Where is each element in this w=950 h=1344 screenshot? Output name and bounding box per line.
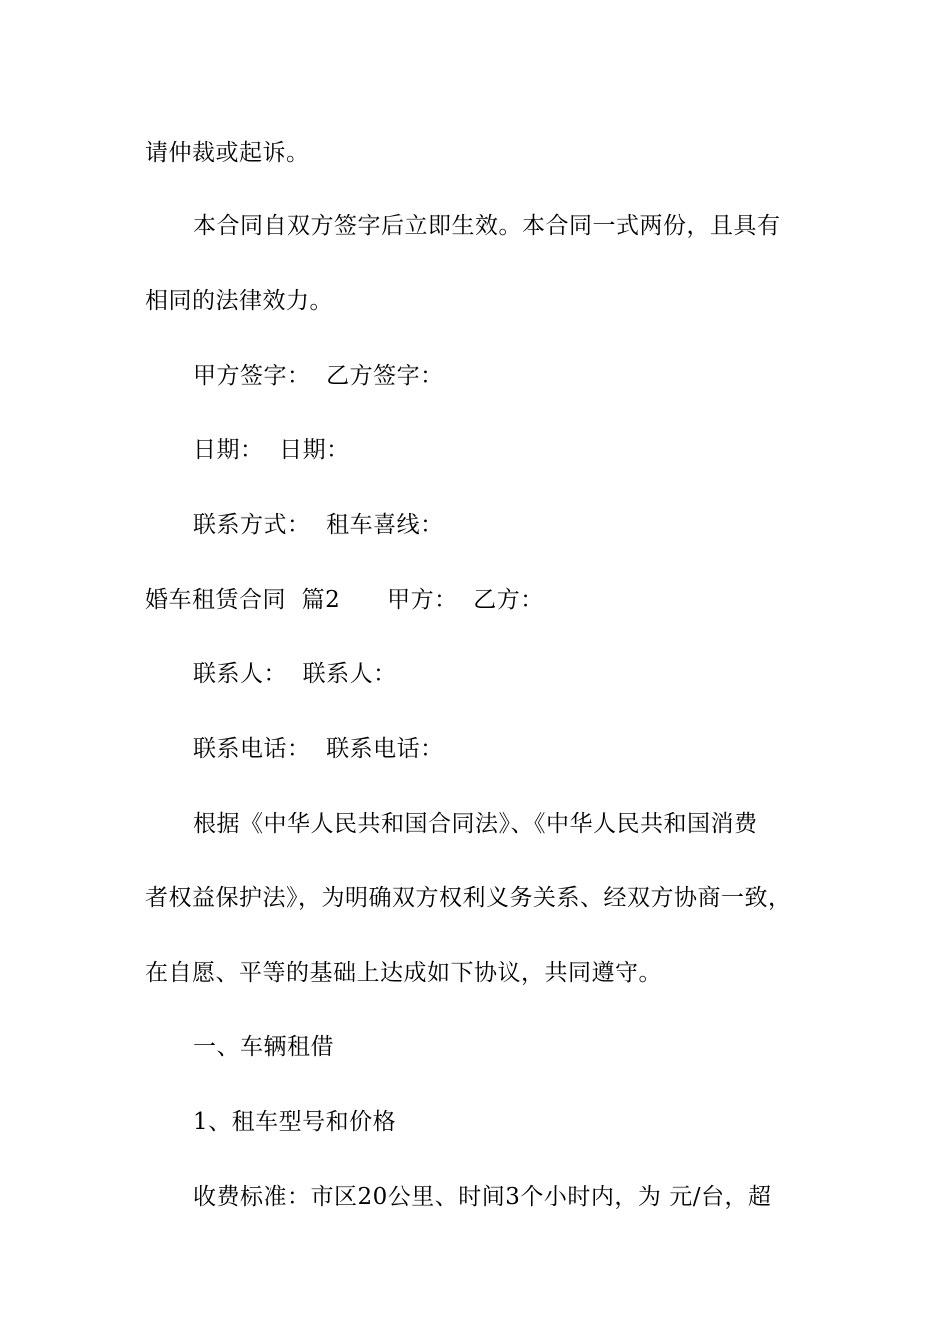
paragraph-line: 本合同自双方签字后立即生效。本合同一式两份，且具有 <box>193 213 781 239</box>
paragraph-line: 根据《中华人民共和国合同法》、《中华人民共和国消费 <box>193 811 758 837</box>
paragraph-line: 相同的法律效力。 <box>145 288 333 314</box>
clause-heading: 一、车辆租借 <box>193 1034 334 1060</box>
paragraph-line: 在自愿、平等的基础上达成如下协议，共同遵守。 <box>145 960 662 986</box>
section-heading: 婚车租赁合同 篇2 甲方： 乙方： <box>145 587 544 613</box>
clause-subheading: 1、租车型号和价格 <box>193 1109 397 1135</box>
paragraph-line: 请仲裁或起诉。 <box>145 140 310 166</box>
paragraph-line: 者权益保护法》，为明确双方权利义务关系、经双方协商一致， <box>145 885 792 911</box>
contact-line: 联系方式： 租车喜线： <box>193 512 444 538</box>
contact-phone-line: 联系电话： 联系电话： <box>193 736 444 762</box>
signature-line: 甲方签字： 乙方签字： <box>193 363 444 389</box>
date-line: 日期： 日期： <box>193 437 350 463</box>
paragraph-line: 收费标准：市区20公里、时间3个小时内，为 元/台，超 <box>193 1184 772 1210</box>
contact-person-line: 联系人： 联系人： <box>193 661 397 687</box>
